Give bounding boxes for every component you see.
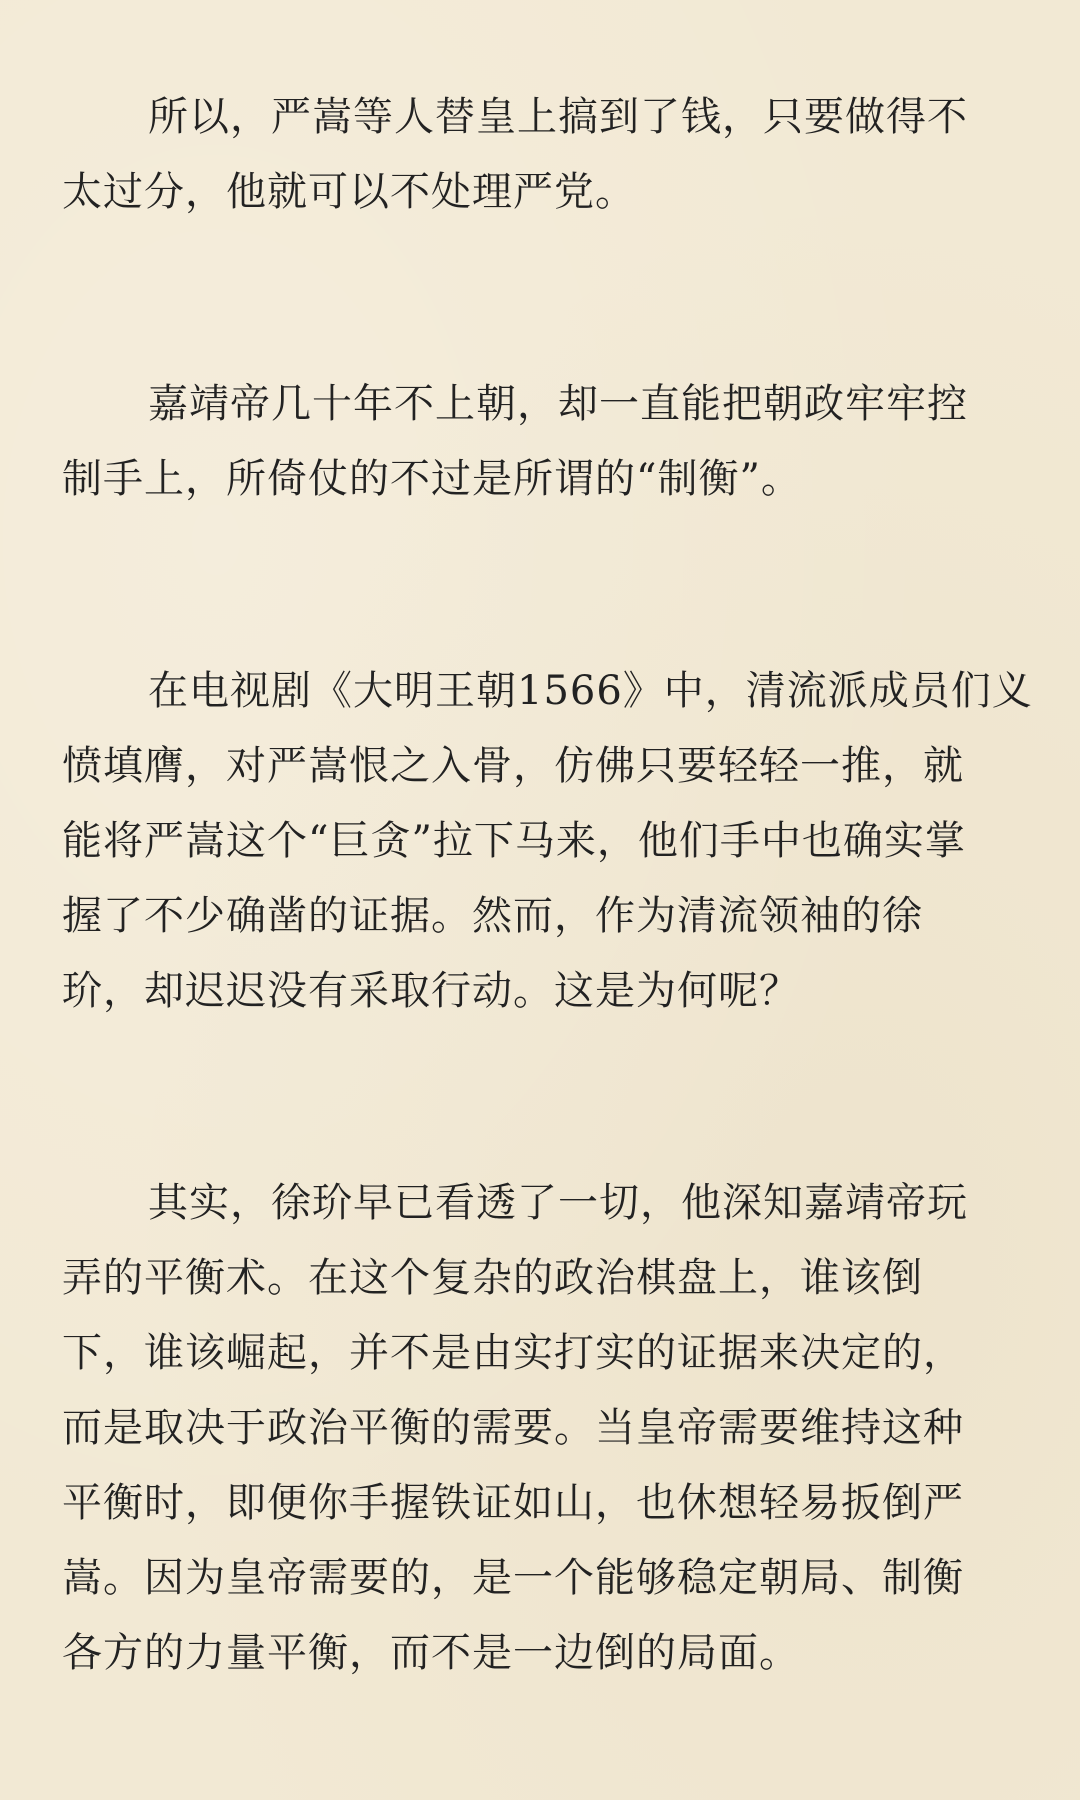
paragraph-1 (62, 80, 1022, 230)
paragraph-line: 玠，却迟迟没有采取行动。这是为何呢？ (62, 968, 800, 1014)
paragraph-line: 所以，严嵩等人替皇上搞到了钱，只要做得不 (148, 94, 968, 140)
article-body (62, 80, 1033, 1691)
paragraph-2 (62, 367, 1022, 517)
paragraph-line: 而是取决于政治平衡的需要。当皇帝需要维持这种 (62, 1405, 964, 1451)
paragraph-line: 嘉靖帝几十年不上朝，却一直能把朝政牢牢控 (148, 381, 968, 427)
paragraph-4 (62, 1166, 1022, 1691)
paragraph-line: 嵩。因为皇帝需要的，是一个能够稳定朝局、制衡 (62, 1555, 964, 1601)
paragraph-line: 在电视剧《大明王朝1566》中，清流派成员们义 (148, 668, 1033, 714)
paragraph-line: 下，谁该崛起，并不是由实打实的证据来决定的， (62, 1330, 964, 1376)
paragraph-line: 太过分，他就可以不处理严党。 (62, 169, 636, 215)
paragraph-line: 能将严嵩这个“巨贪”拉下马来，他们手中也确实掌 (62, 818, 966, 864)
paragraph-line: 握了不少确凿的证据。然而，作为清流领袖的徐 (62, 893, 923, 939)
paragraph-line: 平衡时，即便你手握铁证如山，也休想轻易扳倒严 (62, 1480, 964, 1526)
paragraph-3 (62, 654, 1033, 1029)
paragraph-line: 制手上，所倚仗的不过是所谓的“制衡”。 (62, 456, 802, 502)
paragraph-line: 其实，徐玠早已看透了一切，他深知嘉靖帝玩 (148, 1180, 968, 1226)
paragraph-line: 愤填膺，对严嵩恨之入骨，仿佛只要轻轻一推，就 (62, 743, 964, 789)
paragraph-line: 弄的平衡术。在这个复杂的政治棋盘上，谁该倒 (62, 1255, 923, 1301)
paragraph-line: 各方的力量平衡，而不是一边倒的局面。 (62, 1630, 800, 1676)
